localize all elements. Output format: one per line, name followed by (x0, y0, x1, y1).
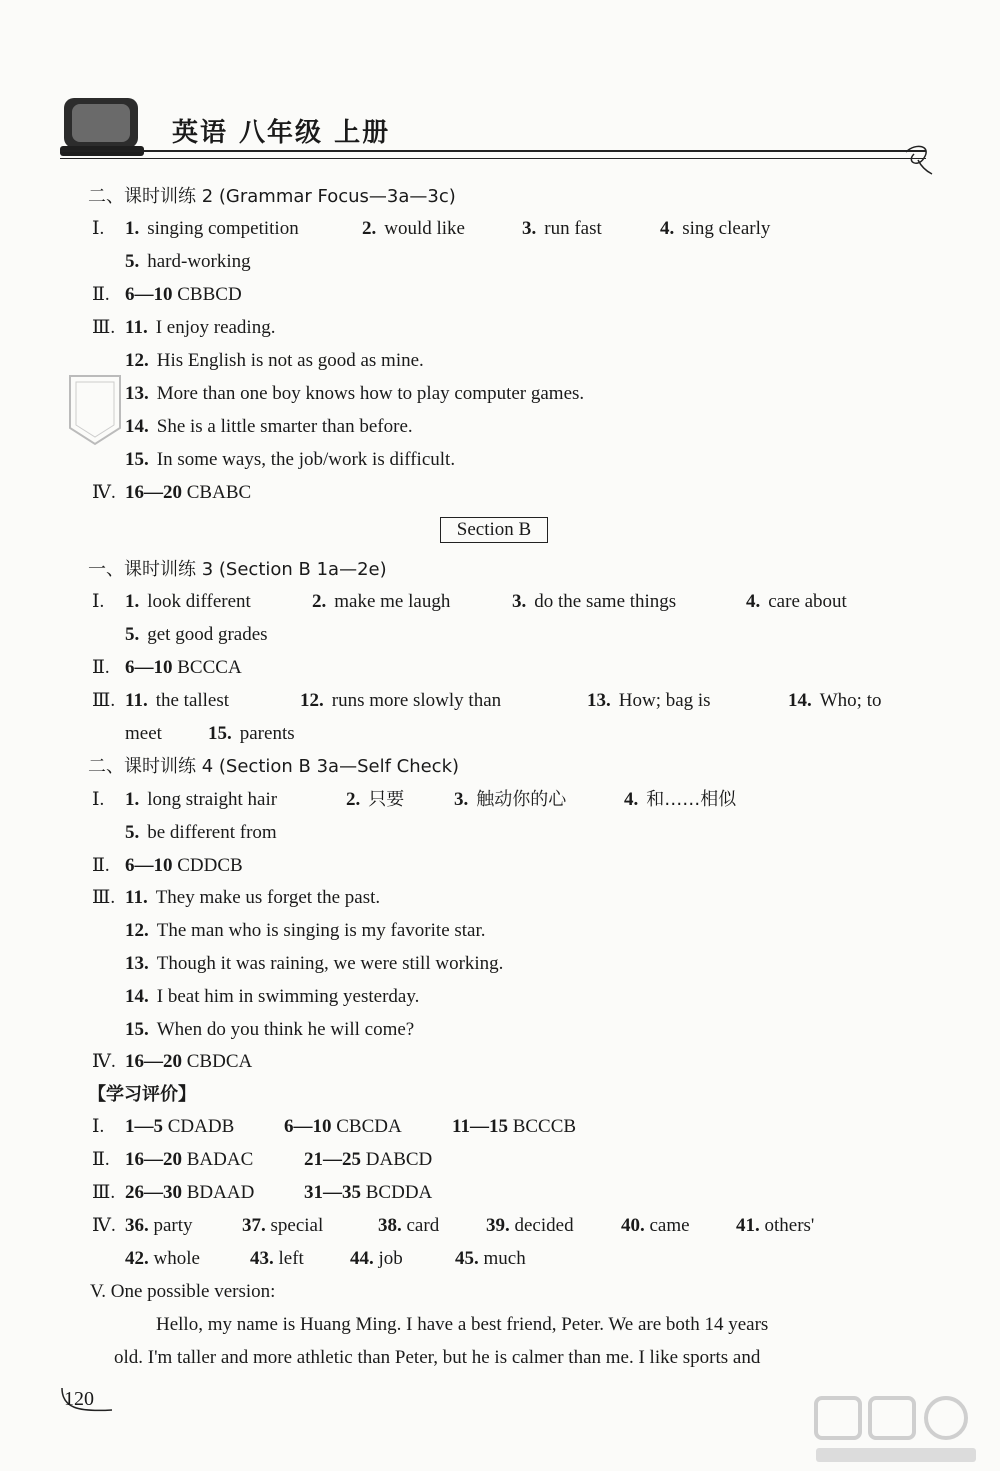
p2-III-11: 11. I enjoy reading. (125, 317, 276, 338)
p4-III-11: 11. They make us forget the past. (125, 887, 381, 908)
eval-II-1: 16—20 BADAC (125, 1149, 254, 1170)
essay-line-2: old. I'm taller and more athletic than Peter, but he is calmer than me. I like sports and (114, 1347, 761, 1368)
roman-I: Ⅰ. (92, 1116, 105, 1137)
p2-item-4: 4. sing clearly (660, 218, 771, 239)
part3-heading: 一、课时训练 3 (Section B 1a—2e) (88, 559, 387, 580)
p3-III-11: 11. the tallest (125, 690, 230, 711)
part4-heading: 二、课时训练 4 (Section B 3a—Self Check) (88, 756, 460, 777)
roman-IV: Ⅳ. (92, 1215, 116, 1236)
p4-item-1: 1. long straight hair (125, 789, 278, 810)
eval-V-heading: V. One possible version: (90, 1281, 276, 1302)
roman-III: Ⅲ. (92, 690, 116, 711)
eval-IV-36: 36. party (125, 1215, 193, 1236)
watermark-logo (806, 1392, 986, 1468)
eval-heading: 【学习评价】 (88, 1084, 196, 1105)
p3-III-12: 12. runs more slowly than (300, 690, 502, 711)
book-title: 英语 八年级 上册 (172, 118, 391, 148)
p2-item-5: 5. hard-working (125, 251, 251, 272)
p3-III-13: 13. How; bag is (587, 690, 711, 711)
p2-III-12: 12. His English is not as good as mine. (125, 350, 424, 371)
roman-IV: Ⅳ. (92, 1051, 116, 1072)
p2-II-answers: 6—10 CBBCD (125, 284, 242, 305)
eval-I-2: 6—10 CBCDA (284, 1116, 402, 1137)
roman-III: Ⅲ. (92, 317, 116, 338)
roman-II: Ⅱ. (92, 284, 110, 305)
eval-IV-42: 42. whole (125, 1248, 200, 1269)
eval-I-3: 11—15 BCCCB (452, 1116, 577, 1137)
eval-II-2: 21—25 DABCD (304, 1149, 433, 1170)
eval-IV-41: 41. others' (736, 1215, 815, 1236)
eval-IV-44: 44. job (350, 1248, 403, 1269)
eval-IV-37: 37. special (242, 1215, 324, 1236)
p2-item-3: 3. run fast (522, 218, 602, 239)
p2-item-1: 1. singing competition (125, 218, 299, 239)
p4-III-12: 12. The man who is singing is my favorite star. (125, 920, 486, 941)
eval-IV-45: 45. much (455, 1248, 526, 1269)
stamp-icon (64, 370, 126, 448)
roman-II: Ⅱ. (92, 855, 110, 876)
p2-III-14: 14. She is a little smarter than before. (125, 416, 413, 437)
eval-I-1: 1—5 CDADB (125, 1116, 235, 1137)
eval-IV-40: 40. came (621, 1215, 690, 1236)
page-number: 120 (64, 1388, 94, 1410)
p3-III-14: 14. Who; to (788, 690, 882, 711)
p4-III-14: 14. I beat him in swimming yesterday. (125, 986, 420, 1007)
p3-III-14-cont: meet (125, 723, 162, 744)
roman-II: Ⅱ. (92, 657, 110, 678)
p4-item-4: 4. 和……相似 (624, 789, 737, 810)
roman-I: Ⅰ. (92, 789, 105, 810)
p2-III-13: 13. More than one boy knows how to play computer games. (125, 383, 585, 404)
p4-item-5: 5. be different from (125, 822, 277, 843)
p3-item-1: 1. look different (125, 591, 251, 612)
p4-item-3: 3. 触动你的心 (454, 789, 567, 810)
swirl-icon (902, 140, 936, 176)
p2-III-15: 15. In some ways, the job/work is difficult. (125, 449, 456, 470)
p4-IV-answers: 16—20 CBDCA (125, 1051, 253, 1072)
header-rule (60, 150, 926, 159)
eval-IV-43: 43. left (250, 1248, 304, 1269)
roman-IV: Ⅳ. (92, 482, 116, 503)
part2-heading: 二、课时训练 2 (Grammar Focus—3a—3c) (88, 186, 456, 207)
p4-II-answers: 6—10 CDDCB (125, 855, 243, 876)
roman-III: Ⅲ. (92, 1182, 116, 1203)
p2-IV-answers: 16—20 CBABC (125, 482, 252, 503)
tv-icon (60, 96, 146, 158)
essay-line-1: Hello, my name is Huang Ming. I have a best friend, Peter. We are both 14 years (156, 1314, 769, 1335)
p4-III-15: 15. When do you think he will come? (125, 1019, 415, 1040)
p4-item-2: 2. 只要 (346, 789, 405, 810)
eval-IV-38: 38. card (378, 1215, 440, 1236)
section-b-box: Section B (440, 517, 548, 543)
p3-item-5: 5. get good grades (125, 624, 268, 645)
p3-III-15: 15. parents (208, 723, 295, 744)
p3-item-4: 4. care about (746, 591, 847, 612)
roman-II: Ⅱ. (92, 1149, 110, 1170)
p3-item-3: 3. do the same things (512, 591, 677, 612)
eval-IV-39: 39. decided (486, 1215, 574, 1236)
p4-III-13: 13. Though it was raining, we were still working. (125, 953, 504, 974)
p3-II-answers: 6—10 BCCCA (125, 657, 242, 678)
roman-I: Ⅰ. (92, 591, 105, 612)
roman-III: Ⅲ. (92, 887, 116, 908)
eval-III-1: 26—30 BDAAD (125, 1182, 255, 1203)
eval-III-2: 31—35 BCDDA (304, 1182, 433, 1203)
p3-item-2: 2. make me laugh (312, 591, 451, 612)
p2-item-2: 2. would like (362, 218, 465, 239)
roman-I: Ⅰ. (92, 218, 105, 239)
